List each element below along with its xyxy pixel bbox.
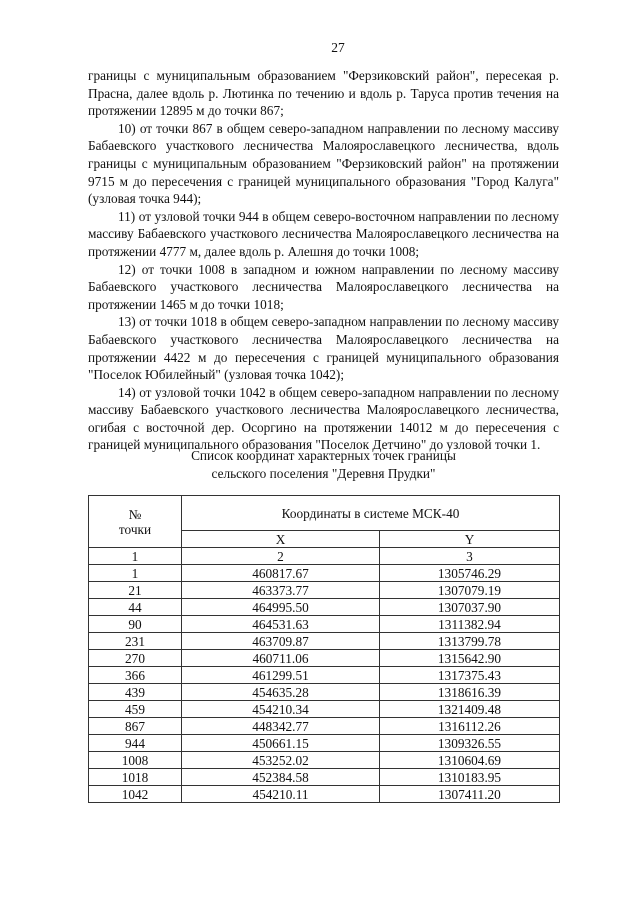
x-coordinate: 452384.58 bbox=[182, 769, 380, 786]
page-number: 27 bbox=[331, 40, 345, 55]
y-coordinate: 1313799.78 bbox=[380, 633, 560, 650]
table-row bbox=[89, 667, 560, 684]
x-coordinate: 464995.50 bbox=[182, 599, 380, 616]
x-coordinate: 463373.77 bbox=[182, 582, 380, 599]
y-coordinate: 1321409.48 bbox=[380, 701, 560, 718]
point-number: 231 bbox=[89, 633, 182, 650]
x-coordinate: 453252.02 bbox=[182, 752, 380, 769]
table-row bbox=[89, 701, 560, 718]
x-coordinate: 460711.06 bbox=[182, 650, 380, 667]
paragraph: 11) от узловой точки 944 в общем северо-восточном направлении по лесному массиву Бабаевского участкового лесничества Малоярославецкого лесничества на протяжении 4777 м, далее вдоль р. Алешня до точки 1008; bbox=[88, 208, 559, 259]
y-coordinate: 1307411.20 bbox=[380, 786, 560, 803]
y-coordinate: 1307079.19 bbox=[380, 582, 560, 599]
table-row bbox=[89, 752, 560, 769]
point-number: 1 bbox=[89, 565, 182, 582]
col-number-3: 3 bbox=[380, 548, 560, 565]
point-number: 1018 bbox=[89, 769, 182, 786]
paragraph: границы с муниципальным образованием "Ферзиковский район", пересекая р. Прасна, далее вдоль р. Лютинка по течению и вдоль р. Таруса против течения на протяжении 12895 м до точки 867; bbox=[88, 68, 559, 119]
y-coordinate: 1309326.55 bbox=[380, 735, 560, 752]
table-caption bbox=[88, 447, 559, 482]
point-number: 90 bbox=[89, 616, 182, 633]
table-row bbox=[89, 650, 560, 667]
y-coordinate: 1307037.90 bbox=[380, 599, 560, 616]
col-number-2: 2 bbox=[182, 548, 380, 565]
table-row bbox=[89, 599, 560, 616]
point-number: 366 bbox=[89, 667, 182, 684]
paragraph: 10) от точки 867 в общем северо-западном направлении по лесному массиву Бабаевского участкового лесничества Малоярославецкого лесничества, вдоль границы с муниципальным образованием "Ферзиковский район" на протяжении 9715 м до пересечения с границей муниципального образования "Город Калуга" (узловая точка 944); bbox=[88, 120, 559, 207]
x-coordinate: 454210.11 bbox=[182, 786, 380, 803]
body-text bbox=[88, 67, 559, 454]
table-row bbox=[89, 633, 560, 650]
point-number: 867 bbox=[89, 718, 182, 735]
x-coordinate: 454210.34 bbox=[182, 701, 380, 718]
y-coordinate: 1305746.29 bbox=[380, 565, 560, 582]
table-row bbox=[89, 582, 560, 599]
x-coordinate: 461299.51 bbox=[182, 667, 380, 684]
table-row bbox=[89, 616, 560, 633]
point-number: 270 bbox=[89, 650, 182, 667]
point-number: 1008 bbox=[89, 752, 182, 769]
header-num-label: точки bbox=[118, 521, 152, 537]
header-num-symbol: № bbox=[128, 506, 142, 522]
point-number: 944 bbox=[89, 735, 182, 752]
table-row bbox=[89, 735, 560, 752]
point-number: 1042 bbox=[89, 786, 182, 803]
y-coordinate: 1310183.95 bbox=[380, 769, 560, 786]
table-row bbox=[89, 769, 560, 786]
x-coordinate: 454635.28 bbox=[182, 684, 380, 701]
y-coordinate: 1317375.43 bbox=[380, 667, 560, 684]
paragraph: 14) от узловой точки 1042 в общем северо-западном направлении по лесному массиву Бабаевского участкового лесничества Малоярославецкого лесничества, огибая с восточной дер. Осоргино на протяжении 14012 м до пересечения с границей муниципального образования "Поселок Детчино" до узловой точки 1. bbox=[88, 384, 559, 453]
x-coordinate: 463709.87 bbox=[182, 633, 380, 650]
caption-line-1: Список координат характерных точек границы bbox=[191, 448, 456, 463]
x-coordinate: 464531.63 bbox=[182, 616, 380, 633]
y-coordinate: 1310604.69 bbox=[380, 752, 560, 769]
table-row bbox=[89, 786, 560, 803]
x-coordinate: 460817.67 bbox=[182, 565, 380, 582]
col-number-1: 1 bbox=[89, 548, 182, 565]
point-number: 459 bbox=[89, 701, 182, 718]
table-row bbox=[89, 565, 560, 582]
y-coordinate: 1316112.26 bbox=[380, 718, 560, 735]
coordinates-table bbox=[88, 495, 560, 803]
header-x: X bbox=[182, 531, 380, 548]
paragraph: 12) от точки 1008 в западном и южном направлении по лесному массиву Бабаевского участкового лесничества Малоярославецкого лесничества на протяжении 1465 м до точки 1018; bbox=[88, 261, 559, 312]
y-coordinate: 1311382.94 bbox=[380, 616, 560, 633]
y-coordinate: 1315642.90 bbox=[380, 650, 560, 667]
table-row bbox=[89, 718, 560, 735]
y-coordinate: 1318616.39 bbox=[380, 684, 560, 701]
x-coordinate: 450661.15 bbox=[182, 735, 380, 752]
header-coordinates: Координаты в системе МСК-40 bbox=[182, 496, 560, 531]
point-number: 21 bbox=[89, 582, 182, 599]
paragraph: 13) от точки 1018 в общем северо-западном направлении по лесному массиву Бабаевского участкового лесничества Малоярославецкого лесничества на протяжении 4422 м до пересечения с границей муниципального образования "Поселок Юбилейный" (узловая точка 1042); bbox=[88, 314, 559, 383]
table-row bbox=[89, 684, 560, 701]
point-number: 44 bbox=[89, 599, 182, 616]
caption-line-2: сельского поселения "Деревня Прудки" bbox=[211, 465, 436, 481]
x-coordinate: 448342.77 bbox=[182, 718, 380, 735]
header-point-number bbox=[89, 496, 182, 548]
point-number: 439 bbox=[89, 684, 182, 701]
header-y: Y bbox=[380, 531, 560, 548]
